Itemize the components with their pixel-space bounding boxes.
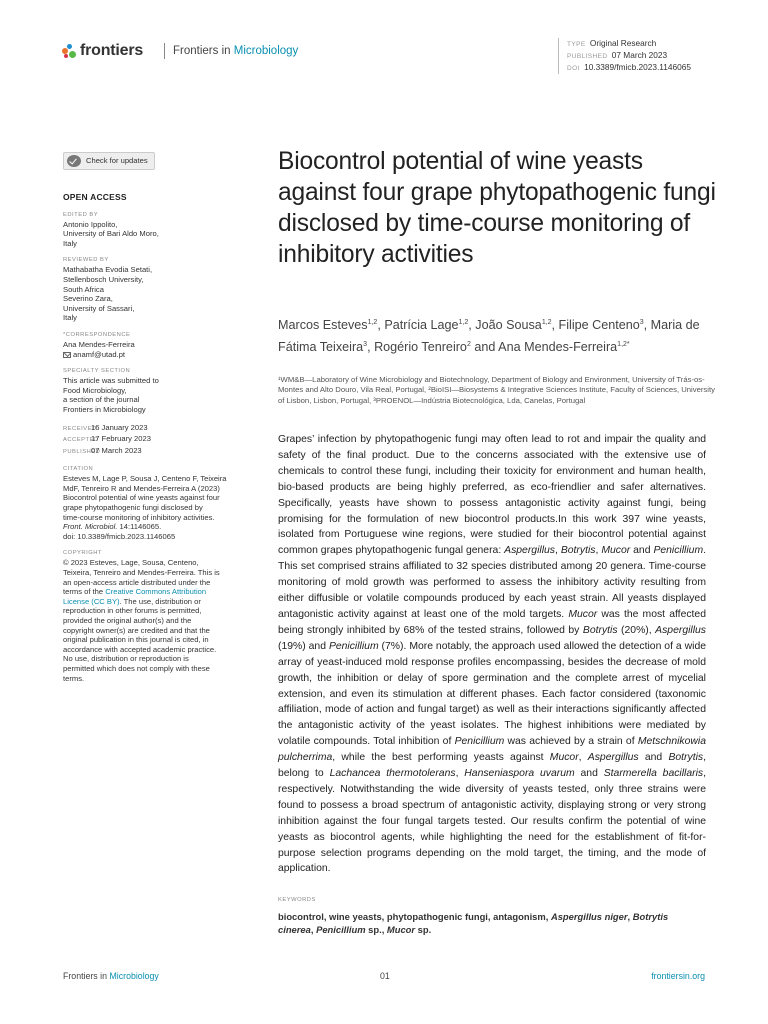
citation-line: MdF, Tenreiro R and Mendes-Ferreira A (2023) bbox=[63, 483, 220, 493]
author-affiliation-sup: 3 bbox=[639, 319, 644, 326]
affiliations: ¹WM&B—Laboratory of Wine Microbiology and Biotechnology, Department of Biology and Environment, University of Trás-os-Montes and Alto Douro, Vila Real, Portugal, ²BioISI—Biosystems & Integrative Sciences Institute, Faculty of Sciences, University of Lisbon, Lisbon, Portugal, ³PROENOL—Indústria Biotecnológica, Lda, Canelas, Portugal bbox=[278, 375, 715, 405]
cc-license-link[interactable]: License (CC BY) bbox=[63, 596, 120, 606]
author-affiliation-sup: 1,2 bbox=[541, 319, 552, 326]
accepted-label: ACCEPTED bbox=[63, 437, 99, 444]
reviewed-by-label: REVIEWED BY bbox=[63, 257, 109, 264]
check-updates-icon bbox=[67, 155, 81, 167]
received-row bbox=[63, 423, 263, 435]
copyright-line bbox=[63, 587, 263, 597]
copyright-line: original publication in this journal is cited, in bbox=[63, 635, 209, 645]
abstract-italic: Aspergillus bbox=[587, 752, 639, 764]
author-affiliation-sup: 3 bbox=[363, 341, 368, 349]
citation-line: grape phytopathogenic fungi disclosed by bbox=[63, 503, 203, 513]
reviewed-by-line: Severino Zara, bbox=[63, 294, 113, 304]
keywords bbox=[278, 910, 706, 936]
frontiers-logo-icon bbox=[62, 44, 76, 58]
author-name[interactable]: Marcos Esteves bbox=[278, 318, 368, 333]
copyright bbox=[63, 558, 263, 683]
check-updates-label: Check for updates bbox=[86, 156, 148, 166]
copyright-line: No use, distribution or reproduction is bbox=[63, 654, 189, 664]
edited-by-line: Italy bbox=[63, 238, 77, 248]
published-value: 07 March 2023 bbox=[91, 445, 142, 455]
author-affiliation-sup: 1,2 bbox=[458, 319, 469, 326]
check-updates-button[interactable] bbox=[63, 152, 155, 170]
logo-text: frontiers bbox=[80, 42, 144, 59]
cc-license-link[interactable]: Creative Commons Attribution bbox=[105, 587, 207, 597]
keyword-italic: Penicillium bbox=[316, 924, 366, 935]
abstract-italic: Starmerella bacillaris bbox=[603, 768, 704, 780]
correspondence-name: Ana Mendes-Ferreira bbox=[63, 339, 135, 349]
page-footer bbox=[63, 971, 705, 985]
copyright-line: provided the original author(s) and the bbox=[63, 616, 192, 625]
published-value: 07 March 2023 bbox=[611, 50, 668, 60]
citation bbox=[63, 474, 263, 541]
edited-by bbox=[63, 220, 263, 249]
abstract-italic: Mucor bbox=[568, 608, 598, 620]
citation-volume: 14:1146065. bbox=[117, 522, 162, 532]
journal-prefix: Frontiers in bbox=[173, 45, 231, 57]
citation-line: Biocontrol potential of wine yeasts against four bbox=[63, 493, 220, 503]
copyright-line: Teixeira, Tenreiro and Mendes-Ferreira. This is bbox=[63, 568, 220, 578]
page-number: 01 bbox=[380, 971, 390, 981]
page-header bbox=[62, 40, 712, 80]
specialty-line: a section of the journal bbox=[63, 395, 140, 405]
abstract-italic: Penicillium bbox=[653, 545, 704, 557]
abstract-italic: Penicillium bbox=[328, 640, 379, 652]
mail-icon bbox=[63, 352, 71, 358]
author-affiliation-sup: 1,2* bbox=[617, 341, 630, 349]
copyright-line bbox=[63, 597, 263, 607]
type-value: Original Research bbox=[589, 38, 657, 48]
abstract-italic: Aspergillus bbox=[504, 545, 555, 557]
correspondence-email-row[interactable] bbox=[63, 350, 263, 360]
keywords-text: biocontrol, wine yeasts, phytopathogenic fungi, antagonism, Aspergillus niger, Botrytis cinerea, Penicillium sp., Mucor sp. bbox=[278, 911, 669, 935]
type-label: TYPE bbox=[567, 41, 586, 48]
author-name[interactable]: Ana Mendes-Ferreira bbox=[498, 340, 618, 355]
citation-label: CITATION bbox=[63, 466, 94, 473]
copyright-line: permitted which does not comply with these bbox=[63, 663, 210, 673]
keywords-label: KEYWORDS bbox=[278, 897, 316, 903]
author-name[interactable]: Maria de Fátima Teixeira bbox=[278, 318, 700, 355]
author-name[interactable]: Patrícia Lage bbox=[384, 318, 459, 333]
author-list: Marcos Esteves$^{1,2}$, Patrícia Lage$^{1,2}$, João Sousa$^{1,2}$, Filipe Centeno$^3$, Maria de Fátima Teixeira$^3$, Rogério Tenreiro$^2$ and Ana Mendes-Ferreira$^{1,2*}$ bbox=[278, 318, 700, 355]
open-access-label: OPEN ACCESS bbox=[63, 192, 127, 202]
accepted-value: 17 February 2023 bbox=[91, 434, 151, 444]
abstract-italic: Lachancea thermotolerans bbox=[329, 768, 456, 780]
copyright-line: copyright owner(s) are credited and that the bbox=[63, 625, 210, 635]
specialty-line: Food Microbiology, bbox=[63, 385, 127, 395]
dates bbox=[63, 423, 263, 458]
frontiers-logo[interactable] bbox=[62, 42, 143, 60]
abstract-italic: Botrytis bbox=[582, 624, 618, 636]
copyright-line: © 2023 Esteves, Lage, Sousa, Centeno, bbox=[63, 558, 199, 568]
abstract-italic: Mucor bbox=[549, 752, 579, 764]
citation-line: time-course monitoring of inhibitory activities. bbox=[63, 512, 215, 522]
article-title: Biocontrol potential of wine yeasts against four grape phytopathogenic fungi disclosed by time-course monitoring of inhibitory activities bbox=[278, 148, 716, 268]
footer-site-link[interactable]: frontiersin.org bbox=[651, 971, 705, 981]
specialty-line: Frontiers in Microbiology bbox=[63, 404, 146, 414]
copyright-text: . The use, distribution or bbox=[119, 596, 201, 606]
reviewed-by bbox=[63, 265, 263, 323]
copyright-line: an open-access article distributed under the bbox=[63, 577, 211, 587]
copyright-label: COPYRIGHT bbox=[63, 550, 102, 557]
author-name[interactable]: Rogério Tenreiro bbox=[374, 340, 467, 355]
abstract-italic: Aspergillus bbox=[655, 624, 706, 636]
citation-line: Esteves M, Lage P, Sousa J, Centeno F, Teixeira bbox=[63, 474, 227, 484]
keyword-italic: Mucor bbox=[386, 924, 416, 935]
author-affiliation-sup: 1,2 bbox=[367, 319, 378, 326]
reviewed-by-line: Italy bbox=[63, 313, 77, 323]
abstract-italic: Hanseniaspora uvarum bbox=[464, 768, 575, 780]
edited-by-line: University of Bari Aldo Moro, bbox=[63, 229, 159, 239]
abstract-italic: Metschnikowia pulcherrima bbox=[278, 736, 706, 764]
author-name[interactable]: Filipe Centeno bbox=[558, 318, 640, 333]
correspondence-label: *CORRESPONDENCE bbox=[63, 331, 131, 338]
copyright-line: accordance with accepted academic practice. bbox=[63, 644, 217, 654]
reviewed-by-line: University of Sassari, bbox=[63, 303, 135, 313]
correspondence-email[interactable]: anamf@utad.pt bbox=[73, 349, 126, 359]
keyword-italic: Botrytis cinerea bbox=[278, 911, 669, 935]
abstract-italic: Penicillium bbox=[454, 736, 505, 748]
specialty-label: SPECIALTY SECTION bbox=[63, 368, 131, 375]
correspondence bbox=[63, 340, 263, 359]
received-label: RECEIVED bbox=[63, 425, 97, 432]
footer-journal-prefix: Frontiers in bbox=[63, 971, 110, 981]
reviewed-by-line: Stellenbosch University, bbox=[63, 274, 144, 284]
copyright-line: reproduction in other forums is permitted, bbox=[63, 606, 202, 616]
journal-subject: Microbiology bbox=[233, 45, 299, 57]
published-label: PUBLISHED bbox=[567, 53, 608, 60]
citation-journal: Front. Microbiol. bbox=[63, 522, 118, 532]
doi-label: DOI bbox=[567, 65, 580, 72]
article-sidebar bbox=[63, 152, 263, 683]
keyword-italic: Aspergillus niger bbox=[550, 911, 628, 922]
reviewed-by-line: Mathabatha Evodia Setati, bbox=[63, 265, 153, 275]
footer-journal[interactable] bbox=[63, 971, 159, 981]
accepted-row bbox=[63, 434, 263, 446]
abstract: Grapes’ infection by phytopathogenic fungi may often lead to rot and impair the quality and safety of the final product. Due to the concerns associated with the extensive use of chemicals to control these fungi, including their toxicity for environment and human health, bio-based products are being highly preferred, as eco-friendlier and safer alternatives. Specifically, yeasts have shown to possess antagonistic activity against fungi, being promising for the formulation of new biocontrol products.In this work 397 wine yeasts, isolated from Portuguese wine regions, were studied for their biocontrol potential against common grapes phytopathogenic fungal genera: Aspergillus, Botrytis, Mucor and Penicillium. This set comprised strains affiliated to 32 species distributed among 20 genera. Time-course monitoring of mold growth was performed to assess the inhibitory activity resulting from either diffusible or volatile compounds produced by each yeast strain. All yeasts displayed antagonistic activity against at least one of the mold targets. Mucor was the most affected being strongly inhibited by 68% of the tested strains, followed by Botrytis (20%), Aspergillus (19%) and Penicillium (7%). More notably, the approach used allowed the detection of a wide array of yeast-induced mold response profiles encompassing, besides the decrease of mold growth, the inhibition or delay of spore germination and the complete arrest of mycelial extension, and even its stimulation at different phases. Each factor considered (taxonomic affiliation, mode of action and fungal target) as well as their interactions significantly affected the antagonistic activity of the yeast isolates. The highest inhibitions were mediated by volatile compounds. Total inhibition of Penicillium was achieved by a strain of Metschnikowia pulcherrima, while the best performing yeasts against Mucor, Aspergillus and Botrytis, belong to Lachancea thermotolerans, Hanseniaspora uvarum and Starmerella bacillaris, respectively. Notwithstanding the wide diversity of yeasts tested, only three strains were found to possess a broad spectrum of antagonistic activity, displaying strong or very strong inhibition against the four fungal targets tested. Our results confirm the potential of wine yeasts as biocontrol agents, while highlighting the need for the establishment of fit-for-purpose selection programs depending on the mold target, the timing, and the mode of application. bbox=[278, 434, 706, 875]
article-meta bbox=[558, 38, 691, 74]
author-name[interactable]: João Sousa bbox=[475, 318, 542, 333]
reviewed-by-line: South Africa bbox=[63, 284, 104, 294]
doi-value[interactable]: 10.3389/fmicb.2023.1146065 bbox=[584, 62, 691, 72]
received-value: 16 January 2023 bbox=[91, 422, 148, 432]
copyright-line: terms. bbox=[63, 673, 85, 683]
published-label: PUBLISHED bbox=[63, 448, 101, 455]
citation-journal-line bbox=[63, 522, 263, 532]
abstract-italic: Mucor bbox=[601, 545, 631, 557]
specialty-line: This article was submitted to bbox=[63, 376, 159, 386]
edited-by-line: Antonio Ippolito, bbox=[63, 219, 118, 229]
copyright-text: terms of the bbox=[63, 587, 106, 597]
edited-by-label: EDITED BY bbox=[63, 211, 99, 218]
abstract-italic: Botrytis bbox=[668, 752, 704, 764]
published-row bbox=[63, 446, 263, 458]
citation-doi[interactable]: doi: 10.3389/fmicb.2023.1146065 bbox=[63, 531, 176, 541]
abstract-italic: Botrytis bbox=[560, 545, 596, 557]
journal-name[interactable] bbox=[164, 43, 298, 59]
specialty-section bbox=[63, 376, 263, 414]
footer-journal-subject: Microbiology bbox=[109, 971, 159, 981]
author-affiliation-sup: 2 bbox=[466, 341, 471, 349]
